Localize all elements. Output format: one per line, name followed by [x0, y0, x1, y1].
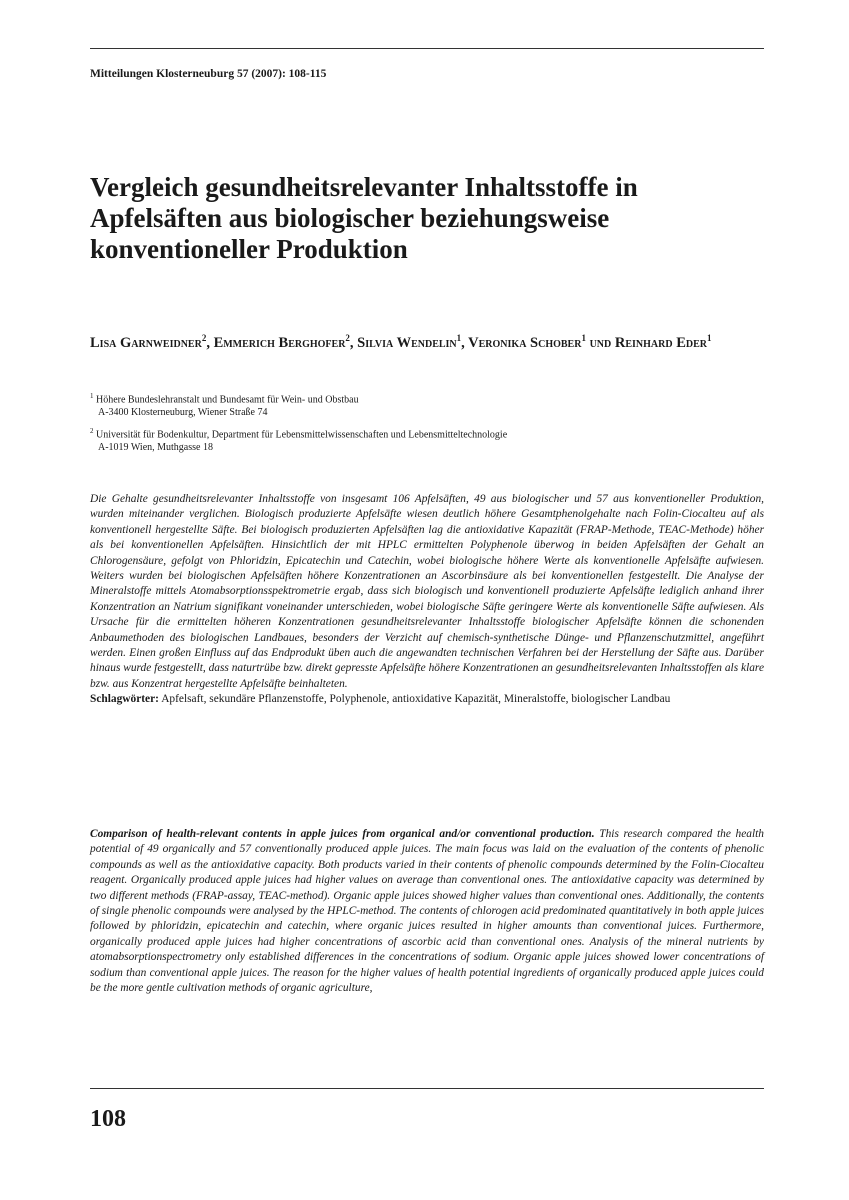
author-affiliation-marker: 1: [456, 333, 462, 344]
affiliation-number: 1: [90, 392, 94, 400]
affiliation-institution: Universität für Bodenkultur, Department für Lebensmittelwissenschaften und Lebensmitteltechnologie: [96, 429, 508, 441]
keywords: [90, 692, 764, 707]
author-name: Reinhard Eder: [614, 335, 707, 351]
author-name: Veronika Schober: [468, 335, 582, 351]
english-abstract-title: Comparison of health-relevant contents in apple juices from organical and/or conventional production.: [90, 828, 595, 840]
english-abstract-text: This research compared the health potential of 49 organically and 57 conventionally produced apple juices. The main focus was laid on the evaluation of the contents of phenolic compounds as well as the antioxidative capacity. Both products varied in their contents of phenolic compounds determined by the Folin-Ciocalteu reagent. Organically produced apple juices had higher values on average than conventional ones. The antioxidative capacity was determined by two different methods (FRAP-assay, TEAC-method). Organic apple juices showed higher values than conventional ones. Additionally, the contents of single phenolic compounds were analysed by the HPLC-method. The contents of chlorogen acid predominated quantitatively in both apple juices followed by phloridzin, epicatechin and catechin, where organic juices resulted in higher amounts than conventional juices. Furthermore, organically produced apple juices had higher concentrations of ascorbic acid than conventional ones. Analysis of the mineral nutrients by atomabsorptionspectrometry only established differences in the concentrations of sodium. Organic apple juices showed lower concentrations of sodium than conventional apple juices. The reason for the higher values of health potential ingredients of organically produced apple juices could be the more gentle cultivation methods of organic agriculture,: [90, 828, 764, 995]
author-list: [90, 333, 764, 353]
running-head: Mitteilungen Klosterneuburg 57 (2007): 108-115: [90, 68, 327, 80]
author-affiliation-marker: 2: [345, 333, 350, 344]
top-rule: [90, 48, 764, 49]
author-affiliation-marker: 1: [581, 333, 586, 344]
article-title: Vergleich gesundheitsrelevanter Inhaltsstoffe in Apfelsäften aus biologischer beziehungsweise konventioneller Produktion: [90, 172, 638, 264]
german-abstract-text: Die Gehalte gesundheitsrelevanter Inhaltsstoffe von insgesamt 106 Apfelsäften, 49 aus biologischer und 57 aus konventioneller Produktion, wurden miteinander verglichen. Biologisch produzierte Apfelsäfte wiesen deutlich höhere Gesamtphenolgehalte nach Folin-Ciocalteu auf als konventionell hergestellte Säfte. Bei biologisch produzierten Apfelsäften lag die antioxidative Kapazität (FRAP-Methode, TEAC-Methode) höher als bei konventionellen Apfelsäften. Hinsichtlich der mit HPLC ermittelten Polyphenole überwog in beiden Apfelsäften der Gehalt an Chlorogensäure, gefolgt von Phloridzin, Epicatechin und Catechin, wobei biologische höhere Werte als konventionelle Apfelsäfte aufwiesen. Weiters wurden bei biologischen Apfelsäften höhere Konzentrationen an Ascorbinsäure als bei konventionellen festgestellt. Die Analyse der Mineralstoffe mittels Atomabsorptionsspektrometrie ergab, dass sich biologisch und konventionell produzierte Apfelsäfte lediglich anhand ihrer Konzentration an Natrium signifikant voneinander unterschieden, wobei biologische Säfte geringere Werte als konventionelle Säfte aufwiesen. Als Ursache für die ermittelten höheren Konzentrationen gesundheitsrelevanter Inhaltsstoffe biologischer Apfelsäfte können die schonenden Anbaumethoden des biologischen Landbaues, besonders der Verzicht auf chemisch-synthetische Dünge- und Pflanzenschutzmittel, angeführt werden. Einen großen Einfluss auf das Endprodukt üben auch die angewandten technischen Verfahren bei der Herstellung der Säfte aus. Darüber hinaus wurde festgestellt, dass naturtrübe bzw. direkt gepresste Apfelsäfte höhere Konzentrationen an gesundheitsrelevanten Inhaltsstoffen als klare bzw. aus Konzentrat hergestellte Apfelsäfte beinhalteten.: [90, 493, 764, 690]
keywords-text: Apfelsaft, sekundäre Pflanzenstoffe, Polyphenole, antioxidative Kapazität, Mineralstoffe, biologischer Landbau: [161, 693, 671, 706]
german-abstract: [90, 492, 764, 708]
author-conjunction: und: [585, 335, 615, 351]
affiliation-address: A-1019 Wien, Muthgasse 18: [98, 442, 213, 454]
author-name: Emmerich Berghofer: [213, 335, 346, 351]
affiliation-institution: Höhere Bundeslehranstalt und Bundesamt für Wein- und Obstbau: [96, 394, 359, 406]
author-affiliation-marker: 2: [201, 333, 207, 344]
affiliation-address: A-3400 Klosterneuburg, Wiener Straße 74: [98, 407, 268, 419]
keywords-label: Schlagwörter:: [90, 693, 159, 706]
author-separator: ,: [206, 335, 214, 351]
english-abstract: [90, 827, 764, 996]
author-name: Lisa Garnweidner: [90, 335, 202, 351]
page-number: 108: [90, 1106, 126, 1132]
affiliation-number: 2: [90, 427, 94, 435]
bottom-rule: [90, 1088, 764, 1089]
author-separator: ,: [349, 335, 358, 351]
affiliation-2: [90, 425, 764, 454]
author-name: Silvia Wendelin: [357, 335, 457, 351]
affiliation-1: [90, 390, 764, 419]
author-affiliation-marker: 1: [706, 333, 712, 344]
author-separator: ,: [461, 335, 469, 351]
